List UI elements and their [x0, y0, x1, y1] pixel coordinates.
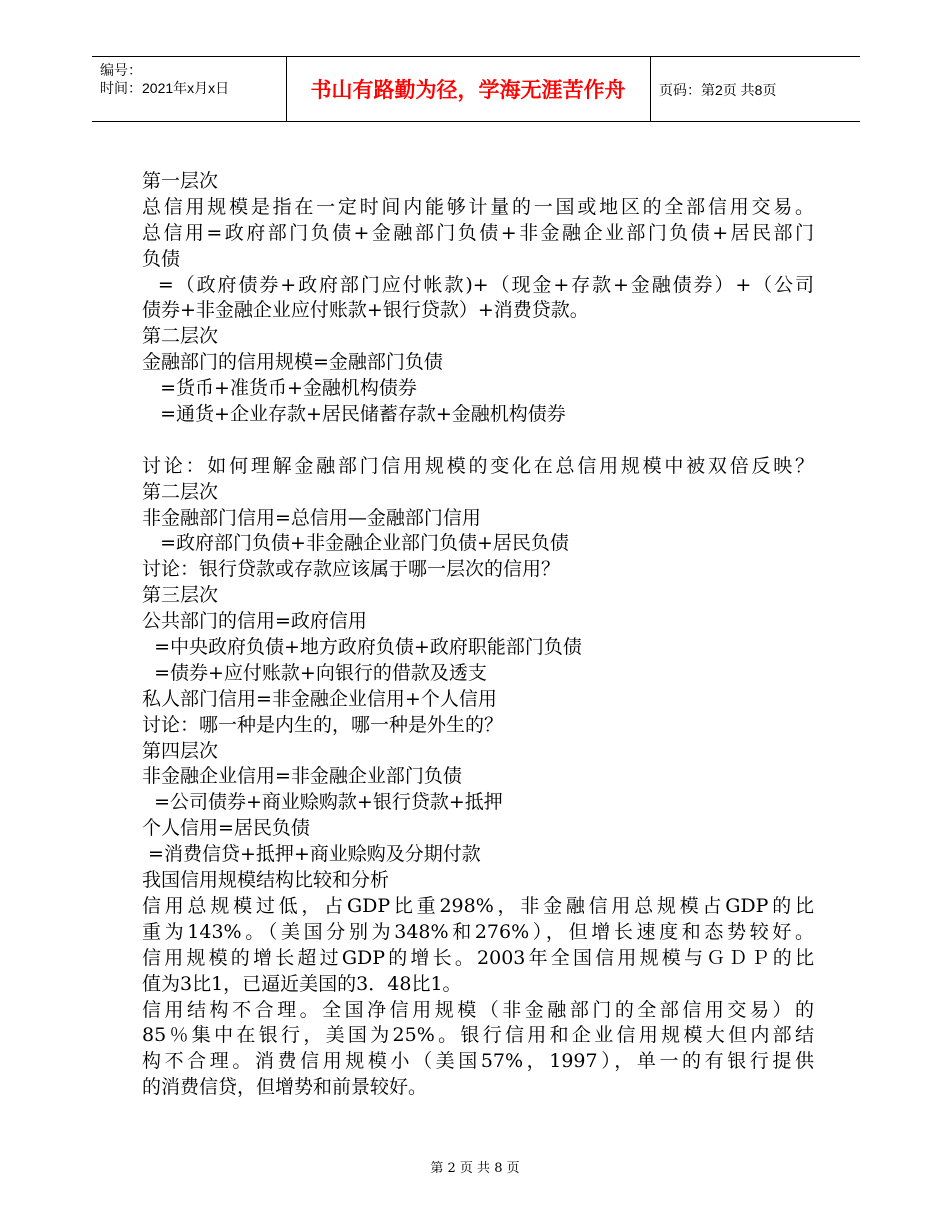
formula-line: 债券+非金融企业应付账款+银行贷款）+消费贷款。 [142, 299, 589, 322]
header-number-label: 编号： [100, 62, 142, 78]
text-line: 构不合理。消费信用规模小（美国57%，1997），单一的有银行提供 [142, 1050, 814, 1073]
formula-line: 总信用=政府部门负债+金融部门负债+非金融企业部门负债+居民部门 [142, 221, 814, 244]
formula-line: =通货+企业存款+居民储蓄存款+金融机构债券 [142, 403, 566, 426]
formula-line: =消费信贷+抵押+商业赊购及分期付款 [142, 843, 481, 866]
text-line: 值为3比1，已逼近美国的3．48比1。 [142, 972, 462, 995]
text-line: 重为143%。（美国分别为348%和276%），但增长速度和态势较好。 [142, 920, 814, 943]
formula-line: =政府部门负债+非金融企业部门负债+居民负债 [142, 532, 569, 555]
formula-line: 公共部门的信用=政府信用 [142, 610, 367, 633]
section-heading: 第二层次 [142, 480, 219, 503]
header-divider-right [650, 56, 651, 122]
formula-line: 负债 [142, 247, 181, 270]
discussion-line: 讨论：如何理解金融部门信用规模的变化在总信用规模中被双倍反映？ [142, 454, 814, 477]
formula-line: =（政府债券+政府部门应付帐款)+（现金+存款+金融债券）+（公司 [142, 273, 814, 296]
discussion-line: 讨论：哪一种是内生的，哪一种是外生的？ [142, 713, 504, 736]
formula-line: =公司债券+商业赊购款+银行贷款+抵押 [142, 791, 503, 814]
discussion-line: 讨论：银行贷款或存款应该属于哪一层次的信用？ [142, 558, 561, 581]
text-line: 的消费信贷，但增势和前景较好。 [142, 1076, 428, 1099]
document-body [142, 169, 814, 1101]
formula-line: =中央政府负债+地方政府负债+政府职能部门负债 [142, 636, 582, 659]
section-heading: 第一层次 [142, 170, 219, 192]
header-page-info: 页码：第2页 共8页 [659, 82, 777, 98]
formula-line: =货币+准货币+金融机构债券 [142, 377, 417, 400]
section-heading: 第二层次 [142, 325, 219, 348]
formula-line: 非金融部门信用=总信用—金融部门信用 [142, 506, 481, 529]
header-motto: 书山有路勤为径，学海无涯苦作舟 [310, 78, 626, 102]
formula-line: =债券+应付账款+向银行的借款及透支 [142, 661, 487, 684]
text-line: 信用总规模过低，占GDP比重298%，非金融信用总规模占GDP的比 [142, 894, 814, 917]
blank-line [142, 428, 814, 454]
section-heading: 第四层次 [142, 739, 219, 762]
formula-line: 金融部门的信用规模=金融部门负债 [142, 351, 443, 374]
text-line: 信用结构不合理。全国净信用规模（非金融部门的全部信用交易）的 [142, 998, 814, 1021]
formula-line: 非金融企业信用=非金融企业部门负债 [142, 765, 462, 788]
section-heading: 我国信用规模结构比较和分析 [142, 869, 390, 892]
text-line: 信用规模的增长超过GDP的增长。2003年全国信用规模与ＧＤＰ的比 [142, 946, 814, 969]
page-footer: 第 2 页 共 8 页 [430, 1161, 520, 1176]
header-date: 时间：2021年x月x日 [100, 80, 230, 96]
text-line: 总信用规模是指在一定时间内能够计量的一国或地区的全部信用交易。 [142, 195, 814, 218]
section-heading: 第三层次 [142, 584, 219, 607]
formula-line: 个人信用=居民负债 [142, 817, 310, 840]
formula-line: 私人部门信用=非金融企业信用+个人信用 [142, 687, 497, 710]
text-line: 85％集中在银行，美国为25%。银行信用和企业信用规模大但内部结 [142, 1024, 814, 1047]
